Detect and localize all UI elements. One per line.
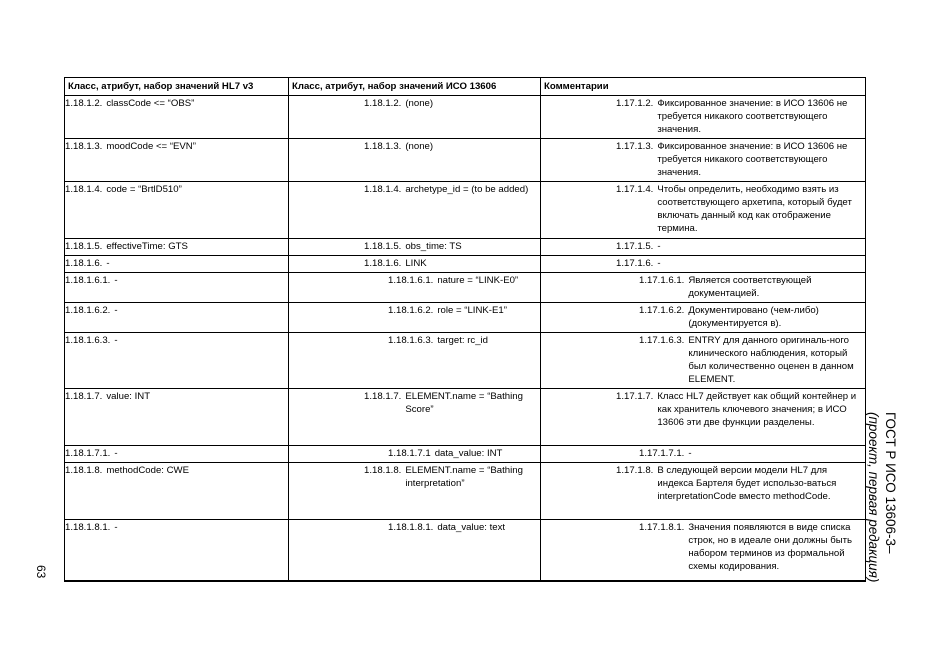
- iso-cell: [289, 239, 541, 256]
- document-title-edition: (проект, первая редакция): [866, 412, 881, 583]
- iso-item-text: ELEMENT.name = “Bathing Score”: [405, 391, 523, 415]
- hl7-item-number: 1.18.1.7.1.: [65, 448, 111, 459]
- hl7-item-number: 1.18.1.7.: [65, 391, 103, 402]
- comment-cell: [541, 182, 866, 239]
- table-row: [65, 96, 866, 139]
- table-row: [65, 139, 866, 182]
- comment-cell: [541, 273, 866, 303]
- iso-item-number: 1.18.1.6.1.: [388, 275, 434, 286]
- hl7-item-text: -: [114, 448, 118, 459]
- comment-cell: [541, 446, 866, 463]
- column-header-hl7: Класс, атрибут, набор значений HL7 v3: [65, 78, 289, 96]
- iso-cell: [289, 96, 541, 139]
- comment-cell: [541, 333, 866, 389]
- comment-item-number: 1.17.1.8.1.: [639, 522, 685, 533]
- table-row: [65, 463, 866, 520]
- iso-item-number: 1.18.1.2.: [364, 98, 402, 109]
- iso-item-number: 1.18.1.7.1: [388, 448, 431, 459]
- hl7-cell: [65, 256, 289, 273]
- comment-cell: [541, 256, 866, 273]
- iso-cell: [289, 256, 541, 273]
- hl7-item-number: 1.18.1.2.: [65, 98, 103, 109]
- hl7-cell: [65, 96, 289, 139]
- iso-cell: [289, 273, 541, 303]
- hl7-item-number: 1.18.1.6.: [65, 258, 103, 269]
- iso-item-number: 1.18.1.6.2.: [388, 305, 434, 316]
- hl7-item-text: effectiveTime: GTS: [106, 241, 188, 252]
- iso-item-text: (none): [405, 98, 434, 109]
- hl7-item-number: 1.18.1.6.1.: [65, 275, 111, 286]
- table-row: [65, 520, 866, 582]
- iso-item-text: nature = “LINK-E0”: [437, 275, 519, 286]
- comment-item-number: 1.17.1.7.: [616, 391, 654, 402]
- iso-cell: [289, 463, 541, 520]
- hl7-cell: [65, 389, 289, 446]
- table-row: [65, 256, 866, 273]
- comment-item-text: Чтобы определить, необходимо взять из соответствующего архетипа, который будет включать данный код как отображение термина.: [657, 184, 852, 234]
- mapping-table: [64, 77, 866, 582]
- iso-item-text: ELEMENT.name = “Bathing interpretation”: [405, 465, 523, 489]
- table-row: [65, 239, 866, 256]
- hl7-cell: [65, 333, 289, 389]
- hl7-cell: [65, 446, 289, 463]
- comment-item-text: Документировано (чем-либо) (документируется в).: [688, 305, 819, 329]
- hl7-cell: [65, 139, 289, 182]
- hl7-cell: [65, 182, 289, 239]
- comment-item-number: 1.17.1.6.2.: [639, 305, 685, 316]
- comment-item-text: Фиксированное значение: в ИСО 13606 не требуется никакого соответствующего значения.: [657, 141, 848, 178]
- hl7-item-text: -: [106, 258, 110, 269]
- iso-item-text: (none): [405, 141, 434, 152]
- hl7-item-number: 1.18.1.8.: [65, 465, 103, 476]
- hl7-cell: [65, 303, 289, 333]
- page-number: 63: [34, 565, 48, 579]
- comment-item-number: 1.17.1.4.: [616, 184, 654, 195]
- table-header-row: [65, 78, 866, 96]
- iso-cell: [289, 446, 541, 463]
- iso-cell: [289, 303, 541, 333]
- comment-item-text: Класс HL7 действует как общий контейнер и как хранитель ключевого значения; в ИСО 13606 эти две функции разделены.: [657, 391, 857, 428]
- document-title-main: ГОСТ Р ИСО 13606-3–: [883, 412, 898, 554]
- hl7-item-text: value: INT: [106, 391, 151, 402]
- comment-item-number: 1.17.1.2.: [616, 98, 654, 109]
- hl7-item-text: -: [114, 522, 118, 533]
- hl7-item-number: 1.18.1.8.1.: [65, 522, 111, 533]
- hl7-cell: [65, 520, 289, 582]
- iso-item-number: 1.18.1.6.3.: [388, 335, 434, 346]
- iso-item-number: 1.18.1.3.: [364, 141, 402, 152]
- comment-item-text: -: [657, 241, 661, 252]
- hl7-item-text: methodCode: CWE: [106, 465, 189, 476]
- comment-item-number: 1.17.1.8.: [616, 465, 654, 476]
- comment-cell: [541, 389, 866, 446]
- table-row: [65, 303, 866, 333]
- column-header-comments: Комментарии: [541, 78, 866, 96]
- comment-item-text: Фиксированное значение: в ИСО 13606 не требуется никакого соответствующего значения.: [657, 98, 848, 135]
- iso-item-text: data_value: INT: [434, 448, 503, 459]
- column-header-iso: Класс, атрибут, набор значений ИСО 13606: [289, 78, 541, 96]
- hl7-item-number: 1.18.1.6.3.: [65, 335, 111, 346]
- iso-item-number: 1.18.1.5.: [364, 241, 402, 252]
- comment-item-text: -: [657, 258, 661, 269]
- comment-cell: [541, 96, 866, 139]
- iso-cell: [289, 520, 541, 582]
- comment-item-number: 1.17.1.6.: [616, 258, 654, 269]
- comment-cell: [541, 463, 866, 520]
- comment-cell: [541, 139, 866, 182]
- hl7-item-number: 1.18.1.4.: [65, 184, 103, 195]
- iso-cell: [289, 139, 541, 182]
- table-row: [65, 333, 866, 389]
- iso-item-text: archetype_id = (to be added): [405, 184, 529, 195]
- hl7-cell: [65, 239, 289, 256]
- hl7-item-number: 1.18.1.6.2.: [65, 305, 111, 316]
- comment-item-number: 1.17.1.5.: [616, 241, 654, 252]
- comment-cell: [541, 303, 866, 333]
- hl7-cell: [65, 463, 289, 520]
- comment-cell: [541, 520, 866, 582]
- iso-item-number: 1.18.1.8.: [364, 465, 402, 476]
- comment-item-text: ENTRY для данного оригиналь-ного клинического наблюдения, который был количественно оценен в данном ELEMENT.: [688, 335, 854, 385]
- comment-item-text: Является соответствующей документацией.: [688, 275, 812, 299]
- document-title: [865, 412, 898, 582]
- iso-cell: [289, 389, 541, 446]
- table-row: [65, 182, 866, 239]
- comment-item-text: -: [688, 448, 692, 459]
- hl7-item-text: -: [114, 305, 118, 316]
- iso-item-text: data_value: text: [437, 522, 506, 533]
- comment-item-number: 1.17.1.3.: [616, 141, 654, 152]
- table-body: [65, 96, 866, 582]
- iso-item-number: 1.18.1.7.: [364, 391, 402, 402]
- hl7-item-text: code = “BrtlD510”: [106, 184, 182, 195]
- comment-item-number: 1.17.1.6.1.: [639, 275, 685, 286]
- iso-item-number: 1.18.1.4.: [364, 184, 402, 195]
- iso-cell: [289, 182, 541, 239]
- hl7-item-text: moodCode <= “EVN”: [106, 141, 196, 152]
- iso-item-text: LINK: [405, 258, 427, 269]
- table-row: [65, 273, 866, 303]
- comment-item-text: В следующей версии модели HL7 для индекса Бартеля будет использо-ваться interpretationCode вместо methodCode.: [657, 465, 837, 502]
- comment-item-number: 1.17.1.6.3.: [639, 335, 685, 346]
- table-row: [65, 446, 866, 463]
- comment-item-text: Значения появляются в виде списка строк, но в идеале они должны быть набором терминов из формальной схемы кодирования.: [688, 522, 853, 572]
- hl7-item-text: -: [114, 335, 118, 346]
- iso-cell: [289, 333, 541, 389]
- hl7-item-number: 1.18.1.5.: [65, 241, 103, 252]
- hl7-item-number: 1.18.1.3.: [65, 141, 103, 152]
- hl7-item-text: classCode <= “OBS”: [106, 98, 195, 109]
- iso-item-text: obs_time: TS: [405, 241, 462, 252]
- comment-item-number: 1.17.1.7.1.: [639, 448, 685, 459]
- hl7-cell: [65, 273, 289, 303]
- iso-item-number: 1.18.1.8.1.: [388, 522, 434, 533]
- hl7-item-text: -: [114, 275, 118, 286]
- table-row: [65, 389, 866, 446]
- comment-cell: [541, 239, 866, 256]
- iso-item-text: target: rc_id: [437, 335, 489, 346]
- iso-item-number: 1.18.1.6.: [364, 258, 402, 269]
- iso-item-text: role = “LINK-E1”: [437, 305, 507, 316]
